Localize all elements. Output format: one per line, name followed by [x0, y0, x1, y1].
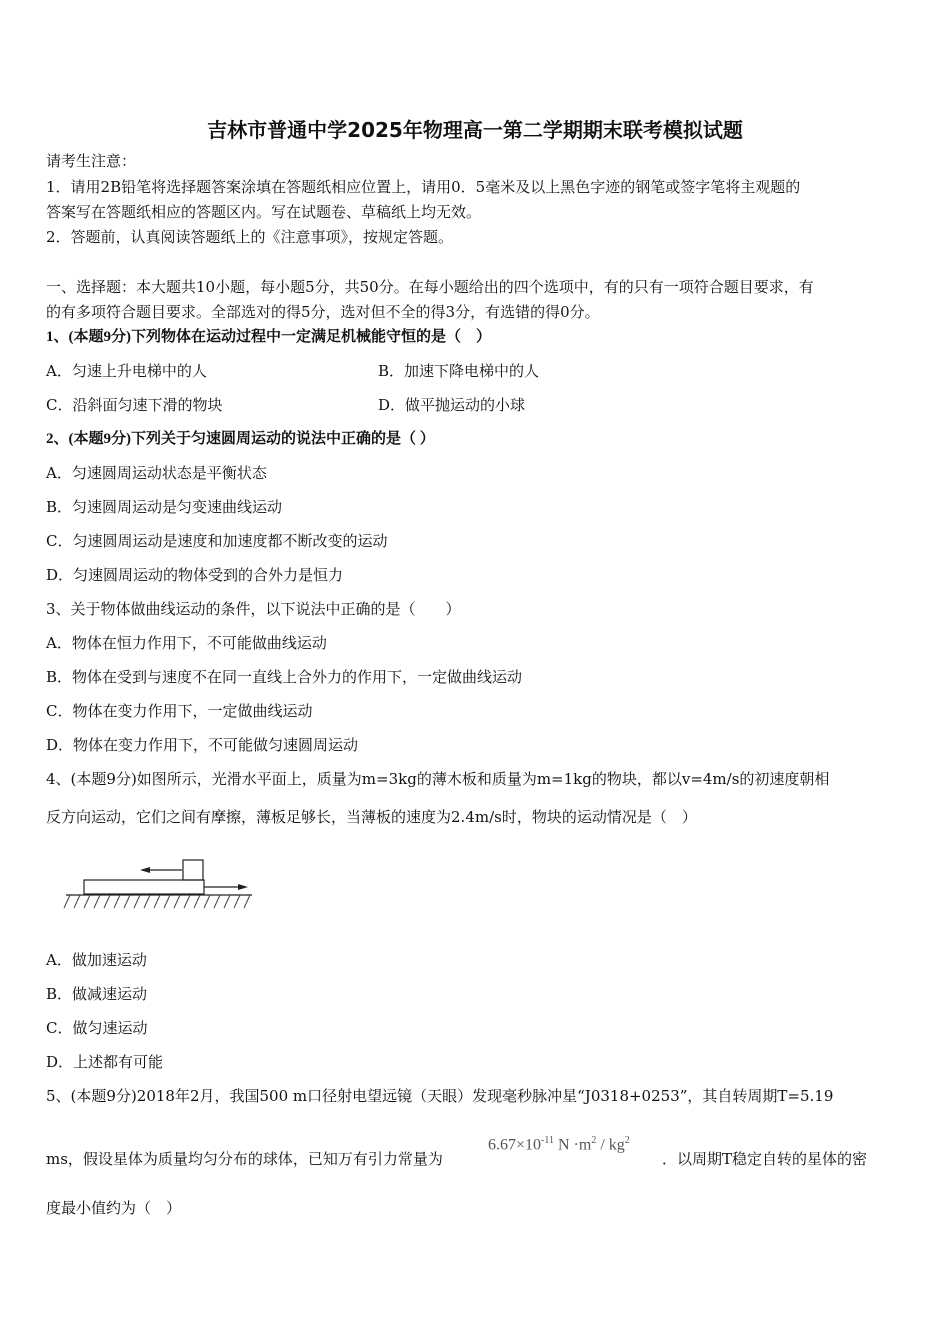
block: [183, 860, 203, 880]
left-arrowhead: [140, 867, 150, 873]
option-d: D．上述都有可能: [46, 1053, 164, 1071]
question-text: 下列物体在运动过程中一定满足机械能守恒的是（ ）: [131, 329, 492, 345]
question-5-stem: ms，假设星体为质量均匀分布的球体，已知万有引力常量为: [46, 1150, 443, 1168]
ground-hatching: [64, 895, 250, 908]
option-d: D．做平抛运动的小球: [378, 396, 526, 414]
section-heading: 的有多项符合题目要求。全部选对的得5分，选对但不全的得3分，有选错的得0分。: [46, 303, 600, 321]
option-b: B．匀速圆周运动是匀变速曲线运动: [46, 498, 283, 516]
option-c: C．做匀速运动: [46, 1019, 148, 1037]
question-5-stem: 度最小值约为（ ）: [46, 1199, 182, 1217]
option-c: C．匀速圆周运动是速度和加速度都不断改变的运动: [46, 532, 388, 550]
question-tag: (本题9分): [68, 431, 132, 447]
question-2-stem: [46, 429, 435, 449]
question-3-stem: 3、关于物体做曲线运动的条件，以下说法中正确的是（ ）: [46, 600, 461, 618]
option-a: A．物体在恒力作用下，不可能做曲线运动: [46, 634, 327, 652]
option-b: B．加速下降电梯中的人: [378, 362, 540, 380]
question-5-stem: 5、(本题9分)2018年2月，我国500 m口径射电望远镜（天眼）发现毫秒脉冲星“J0318+0253”，其自转周期T=5.19: [46, 1087, 834, 1105]
notice-line: 1．请用2B铅笔将选择题答案涂填在答题纸相应位置上，请用0．5毫米及以上黑色字迹的钢笔或签字笔将主观题的: [46, 178, 801, 196]
gravitational-constant-formula: $6.67\times 10^{-11}$ $N \cdot m^2 / kg^2$: [488, 1135, 630, 1154]
option-b: B．做减速运动: [46, 985, 148, 1003]
option-a: A．匀速圆周运动状态是平衡状态: [46, 464, 267, 482]
page-title: 吉林市普通中学2025年物理高一第二学期期末联考模拟试题: [207, 118, 743, 142]
question-number: 2、: [46, 431, 69, 447]
option-a: A．匀速上升电梯中的人: [46, 362, 207, 380]
notice-line: 2．答题前，认真阅读答题纸上的《注意事项》，按规定答题。: [46, 228, 454, 246]
option-a: A．做加速运动: [46, 951, 147, 969]
question-1-stem: [46, 327, 491, 347]
option-d: D．物体在变力作用下，不可能做匀速圆周运动: [46, 736, 359, 754]
question-4-stem: 反方向运动，它们之间有摩擦，薄板足够长，当薄板的速度为2.4m/s时，物块的运动情况是（ ）: [46, 808, 697, 826]
board-block-figure: [62, 852, 262, 916]
section-heading: 一、选择题：本大题共10小题，每小题5分，共50分。在每小题给出的四个选项中，有的只有一项符合题目要求，有: [46, 278, 814, 296]
option-d: D．匀速圆周运动的物体受到的合外力是恒力: [46, 566, 344, 584]
option-c: C．物体在变力作用下，一定做曲线运动: [46, 702, 313, 720]
notice-line: 答案写在答题纸相应的答题区内。写在试题卷、草稿纸上均无效。: [46, 203, 482, 221]
question-number: 1、: [46, 329, 69, 345]
question-text: 下列关于匀速圆周运动的说法中正确的是（ ）: [131, 431, 435, 447]
question-tag: (本题9分): [68, 329, 132, 345]
board: [84, 880, 204, 894]
right-arrowhead: [238, 884, 248, 890]
option-c: C．沿斜面匀速下滑的物块: [46, 396, 223, 414]
notice-heading: 请考生注意：: [46, 152, 137, 170]
question-5-stem: ．以周期T稳定自转的星体的密: [662, 1150, 868, 1168]
option-b: B．物体在受到与速度不在同一直线上合外力的作用下，一定做曲线运动: [46, 668, 523, 686]
question-4-stem: 4、(本题9分)如图所示，光滑水平面上，质量为m=3kg的薄木板和质量为m=1kg的物块，都以v=4m/s的初速度朝相: [46, 770, 830, 788]
